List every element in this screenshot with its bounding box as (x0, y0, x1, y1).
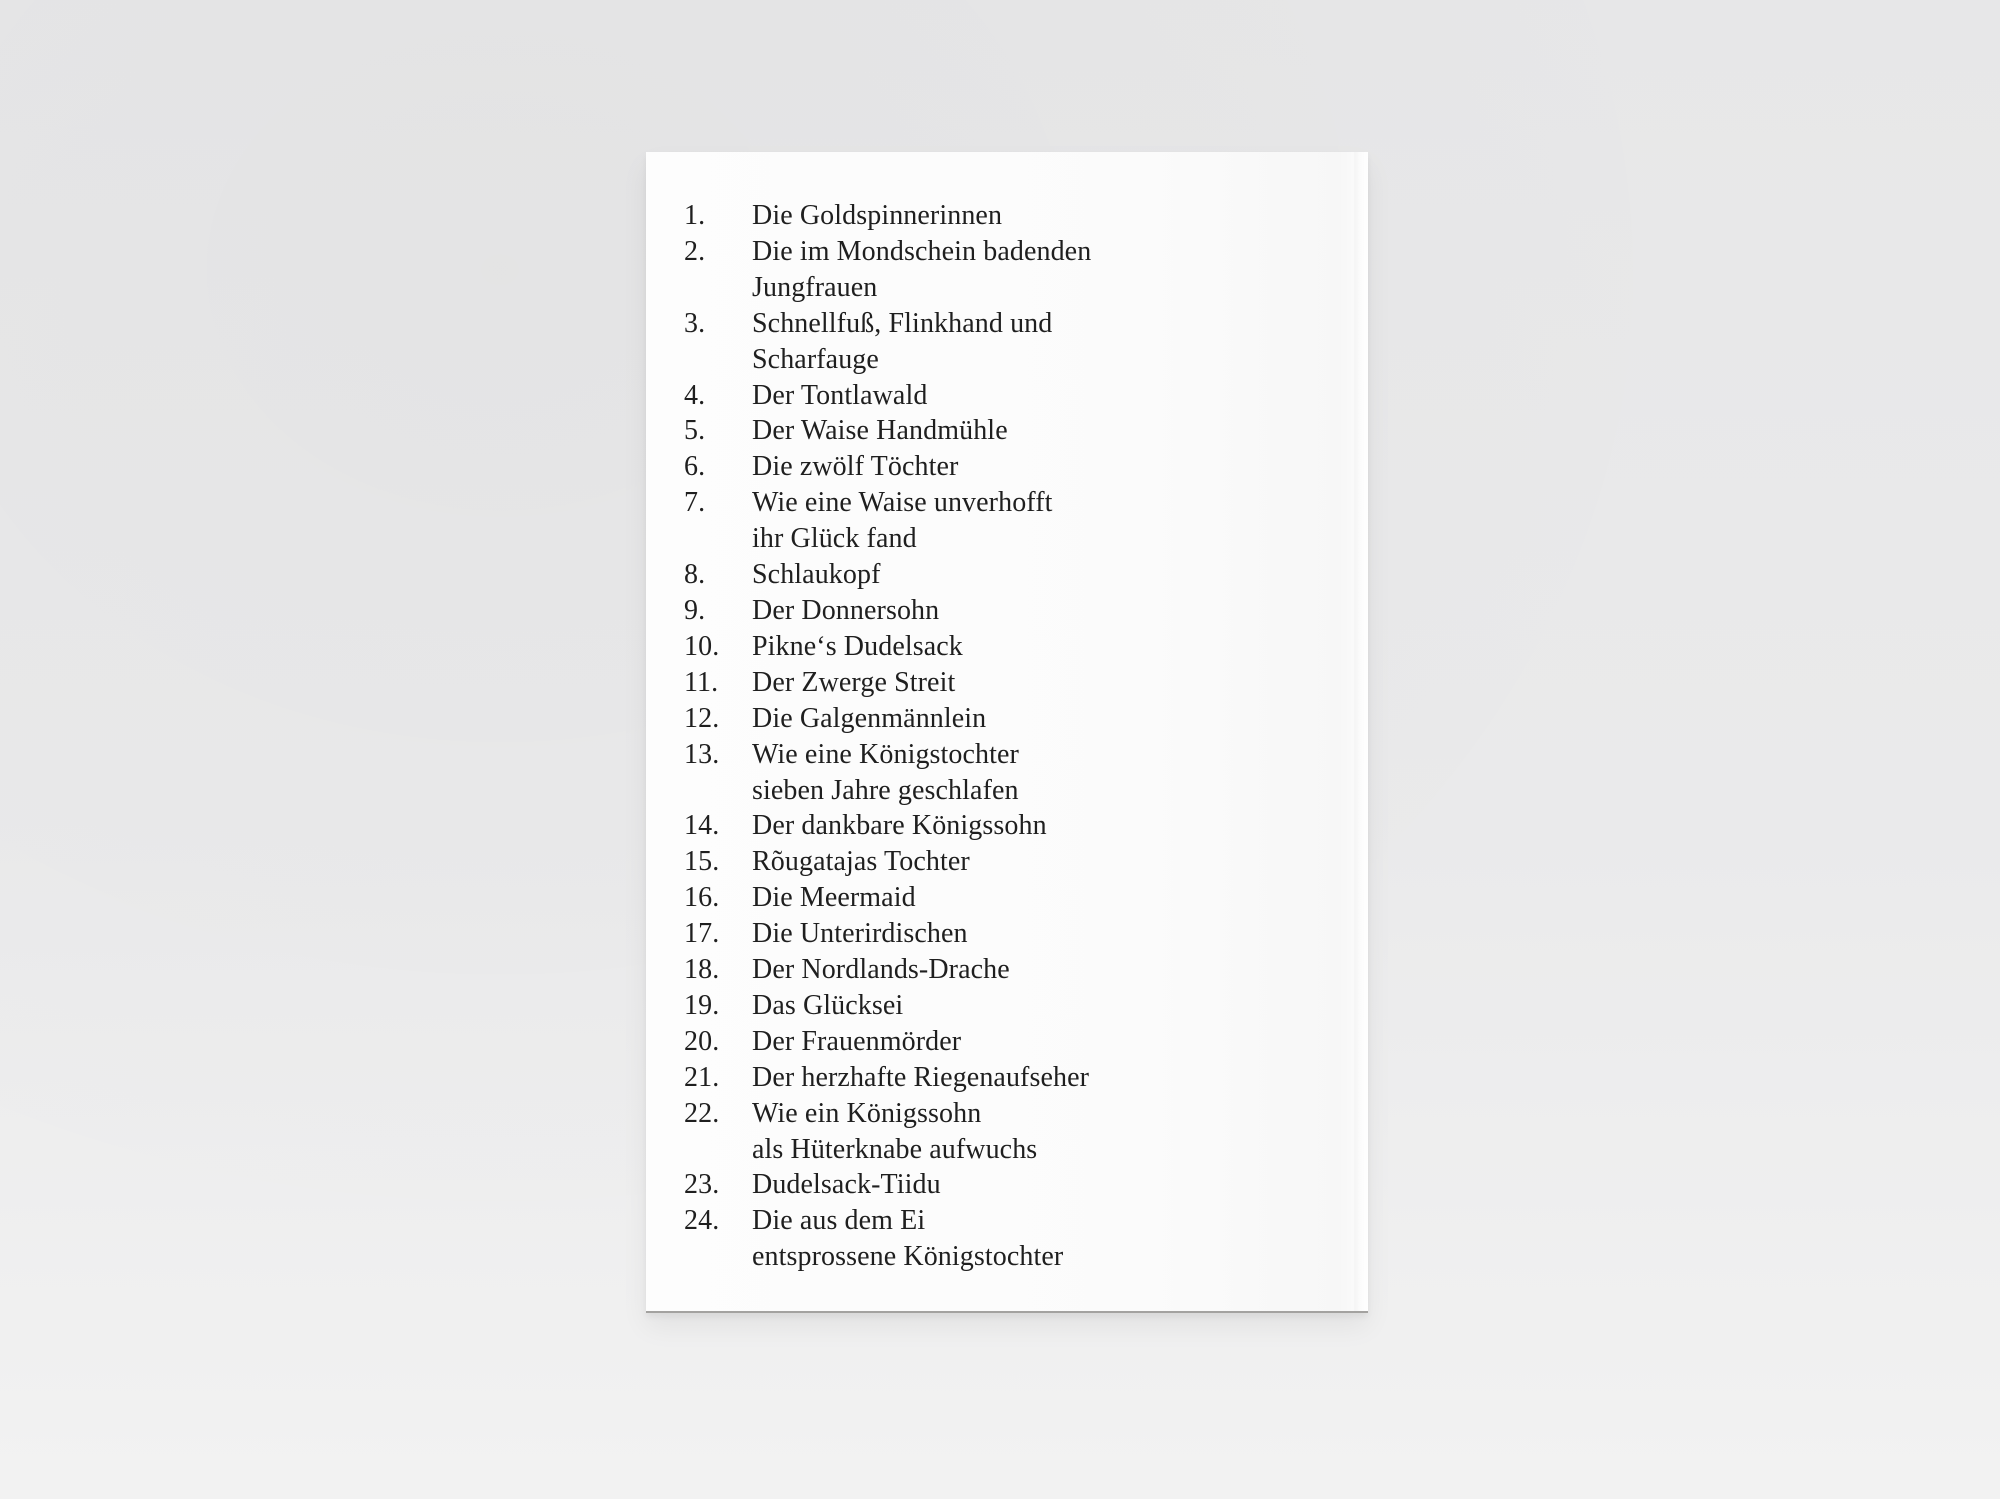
book-cover (646, 152, 1368, 1313)
toc-item-number: 2. (684, 235, 706, 267)
table-of-contents (684, 198, 1324, 1275)
toc-item-number: 6. (684, 451, 706, 483)
toc-item-title: Pikne‘s Dudelsack (752, 630, 963, 662)
toc-item (684, 234, 1324, 306)
toc-item-number: 15. (684, 846, 720, 878)
toc-item (684, 808, 1324, 844)
toc-item-number: 20. (684, 1025, 720, 1057)
toc-item-number: 13. (684, 738, 720, 770)
toc-item-title: Der Zwerge Streit (752, 666, 956, 698)
toc-item-title: Die Unterirdischen (752, 918, 968, 950)
toc-item-number: 8. (684, 559, 706, 591)
toc-item (684, 1167, 1324, 1203)
toc-item (684, 198, 1324, 234)
page-edge-highlight (1354, 152, 1368, 1311)
toc-item (684, 916, 1324, 952)
toc-item-title: Die Goldspinnerinnen (752, 200, 1003, 231)
toc-item-title: Die im Mondschein badenden Jungfrauen (752, 235, 1092, 303)
toc-item (684, 952, 1324, 988)
toc-item-number: 5. (684, 415, 706, 447)
toc-item (684, 737, 1324, 809)
toc-item-number: 21. (684, 1061, 720, 1093)
toc-item (684, 844, 1324, 880)
toc-item-number: 24. (684, 1205, 720, 1237)
toc-item-number: 17. (684, 918, 720, 950)
toc-item (684, 557, 1324, 593)
toc-item-title: Der Tontlawald (752, 379, 928, 411)
toc-item (684, 306, 1324, 378)
toc-item (684, 880, 1324, 916)
toc-item (684, 1096, 1324, 1168)
toc-item-number: 3. (684, 307, 706, 339)
toc-item-number: 18. (684, 954, 720, 986)
toc-item-title: Wie eine Waise unverhofft ihr Glück fand (752, 487, 1053, 555)
toc-item-number: 16. (684, 882, 720, 914)
toc-item-number: 9. (684, 594, 706, 626)
toc-item-title: Schlaukopf (752, 559, 881, 591)
toc-item-title: Wie eine Königstochter sieben Jahre geschlafen (752, 738, 1019, 806)
toc-item-title: Der Frauenmörder (752, 1025, 962, 1057)
toc-item (684, 413, 1324, 449)
toc-item-title: Der Donnersohn (752, 594, 940, 626)
toc-item-title: Der Nordlands-Drache (752, 954, 1010, 986)
toc-item-title: Dudelsack-Tiidu (752, 1169, 941, 1201)
toc-item-number: 14. (684, 810, 720, 842)
toc-item-number: 19. (684, 989, 720, 1021)
toc-item-title: Rõugatajas Tochter (752, 846, 970, 878)
toc-item (684, 988, 1324, 1024)
toc-item (684, 629, 1324, 665)
toc-item-number: 10. (684, 630, 720, 662)
toc-item-number: 7. (684, 487, 706, 519)
toc-item (684, 449, 1324, 485)
toc-item (684, 1060, 1324, 1096)
toc-item-number: 11. (684, 666, 719, 698)
toc-item (684, 1024, 1324, 1060)
toc-item (684, 485, 1324, 557)
toc-item (684, 378, 1324, 414)
toc-item-title: Schnellfuß, Flinkhand und Scharfauge (752, 307, 1053, 375)
toc-item-number: 12. (684, 702, 720, 734)
toc-item-number: 23. (684, 1169, 720, 1201)
toc-item-number: 1. (684, 200, 706, 231)
toc-item-title: Die aus dem Ei entsprossene Königstochter (752, 1205, 1064, 1273)
toc-item-title: Das Glücksei (752, 989, 904, 1021)
toc-item-title: Der Waise Handmühle (752, 415, 1008, 447)
toc-item-number: 22. (684, 1097, 720, 1129)
toc-item (684, 665, 1324, 701)
toc-item-title: Der dankbare Königssohn (752, 810, 1047, 842)
toc-item-title: Die Galgenmännlein (752, 702, 987, 734)
toc-item (684, 701, 1324, 737)
toc-item-title: Der herzhafte Riegenaufseher (752, 1061, 1090, 1093)
toc-item (684, 593, 1324, 629)
toc-item-title: Die zwölf Töchter (752, 451, 959, 483)
toc-item-title: Wie ein Königssohn als Hüterknabe aufwuchs (752, 1097, 1038, 1165)
toc-item-title: Die Meermaid (752, 882, 916, 914)
toc-item (684, 1203, 1324, 1275)
toc-item-number: 4. (684, 379, 706, 411)
